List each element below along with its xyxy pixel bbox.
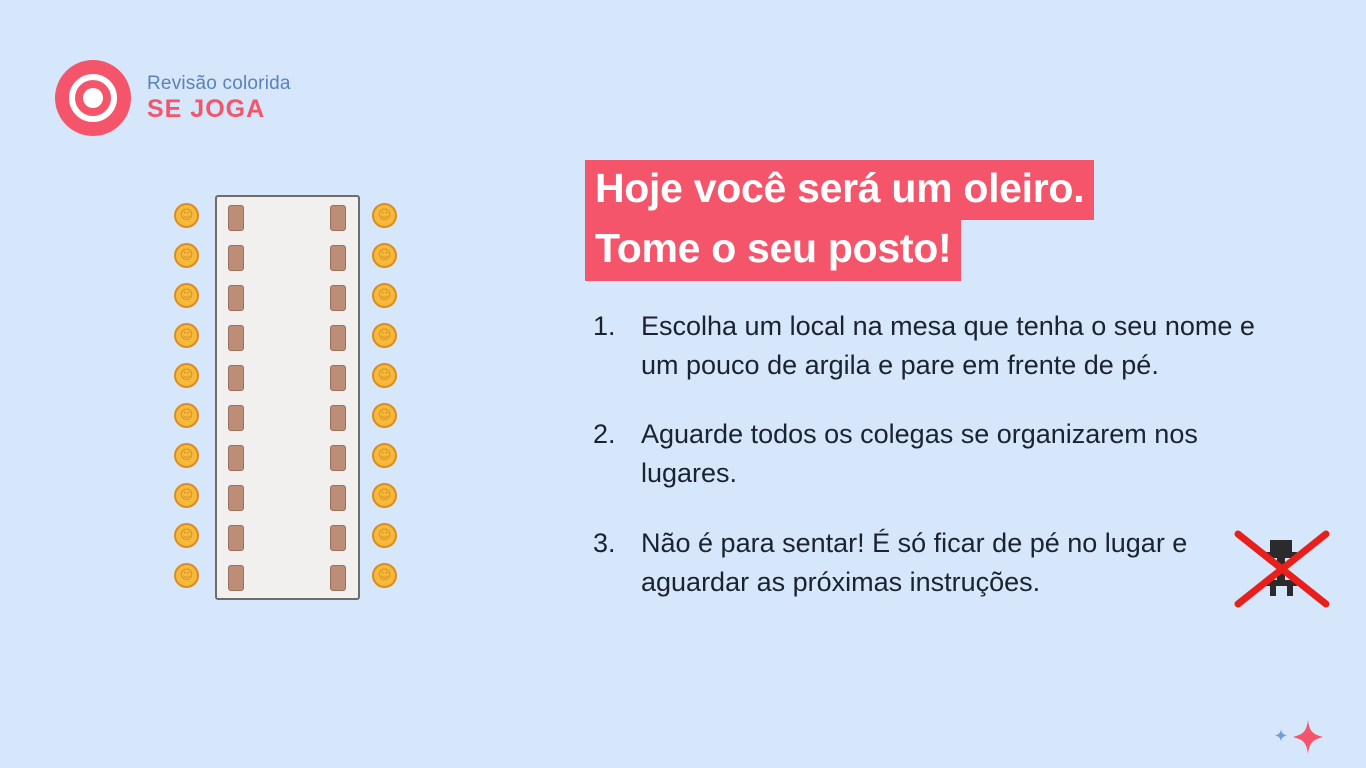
student-seat-left-9: ☺: [174, 523, 199, 548]
clay-piece-left-10: [228, 565, 244, 591]
clay-piece-left-6: [228, 405, 244, 431]
student-seat-left-1: ☺: [174, 203, 199, 228]
slide-content: [585, 160, 1285, 602]
clay-piece-right-6: [330, 405, 346, 431]
instructions-list: [585, 307, 1285, 602]
clay-piece-left-7: [228, 445, 244, 471]
student-seat-right-9: ☺: [372, 523, 397, 548]
student-seat-right-1: ☺: [372, 203, 397, 228]
list-item: 2. Aguarde todos os colegas se organizarem nos lugares.: [623, 415, 1285, 493]
student-seat-left-8: ☺: [174, 483, 199, 508]
brand-title: SE JOGA: [147, 94, 266, 123]
classroom-diagram: [160, 190, 410, 610]
list-item: 1. Escolha um local na mesa que tenha o seu nome e um pouco de argila e pare em frente de pé.: [623, 307, 1285, 385]
lifebuoy-icon: [55, 60, 131, 136]
no-sitting-icon: [1232, 528, 1332, 610]
student-seat-right-3: ☺: [372, 283, 397, 308]
clay-piece-right-10: [330, 565, 346, 591]
student-seat-right-7: ☺: [372, 443, 397, 468]
clay-piece-left-9: [228, 525, 244, 551]
clay-piece-left-1: [228, 205, 244, 231]
student-seat-left-4: ☺: [174, 323, 199, 348]
clay-piece-right-5: [330, 365, 346, 391]
sparkle-icon: [1272, 718, 1332, 758]
page-title-line-2: Tome o seu posto!: [585, 220, 961, 280]
page-title: [585, 160, 1285, 281]
clay-piece-left-3: [228, 285, 244, 311]
student-seat-left-3: ☺: [174, 283, 199, 308]
list-item: 3. Não é para sentar! É só ficar de pé no lugar e aguardar as próximas instruções.: [623, 524, 1285, 602]
clay-piece-right-3: [330, 285, 346, 311]
clay-piece-right-7: [330, 445, 346, 471]
clay-piece-right-2: [330, 245, 346, 271]
student-seat-left-2: ☺: [174, 243, 199, 268]
lifebuoy-center: [83, 88, 103, 108]
student-seat-right-10: ☺: [372, 563, 397, 588]
student-seat-left-5: ☺: [174, 363, 199, 388]
clay-piece-left-4: [228, 325, 244, 351]
student-seat-left-6: ☺: [174, 403, 199, 428]
student-seat-right-2: ☺: [372, 243, 397, 268]
student-seat-left-7: ☺: [174, 443, 199, 468]
clay-piece-right-1: [330, 205, 346, 231]
student-seat-right-6: ☺: [372, 403, 397, 428]
brand-subtitle: Revisão colorida: [147, 72, 291, 94]
student-seat-left-10: ☺: [174, 563, 199, 588]
clay-piece-right-8: [330, 485, 346, 511]
brand-text: [147, 73, 291, 124]
page-title-line-1: Hoje você será um oleiro.: [585, 160, 1094, 220]
clay-piece-left-2: [228, 245, 244, 271]
lifebuoy-ring: [69, 74, 117, 122]
clay-piece-left-5: [228, 365, 244, 391]
clay-piece-right-9: [330, 525, 346, 551]
student-seat-right-8: ☺: [372, 483, 397, 508]
clay-piece-right-4: [330, 325, 346, 351]
clay-piece-left-8: [228, 485, 244, 511]
brand-logo: [55, 60, 291, 136]
student-seat-right-4: ☺: [372, 323, 397, 348]
student-seat-right-5: ☺: [372, 363, 397, 388]
